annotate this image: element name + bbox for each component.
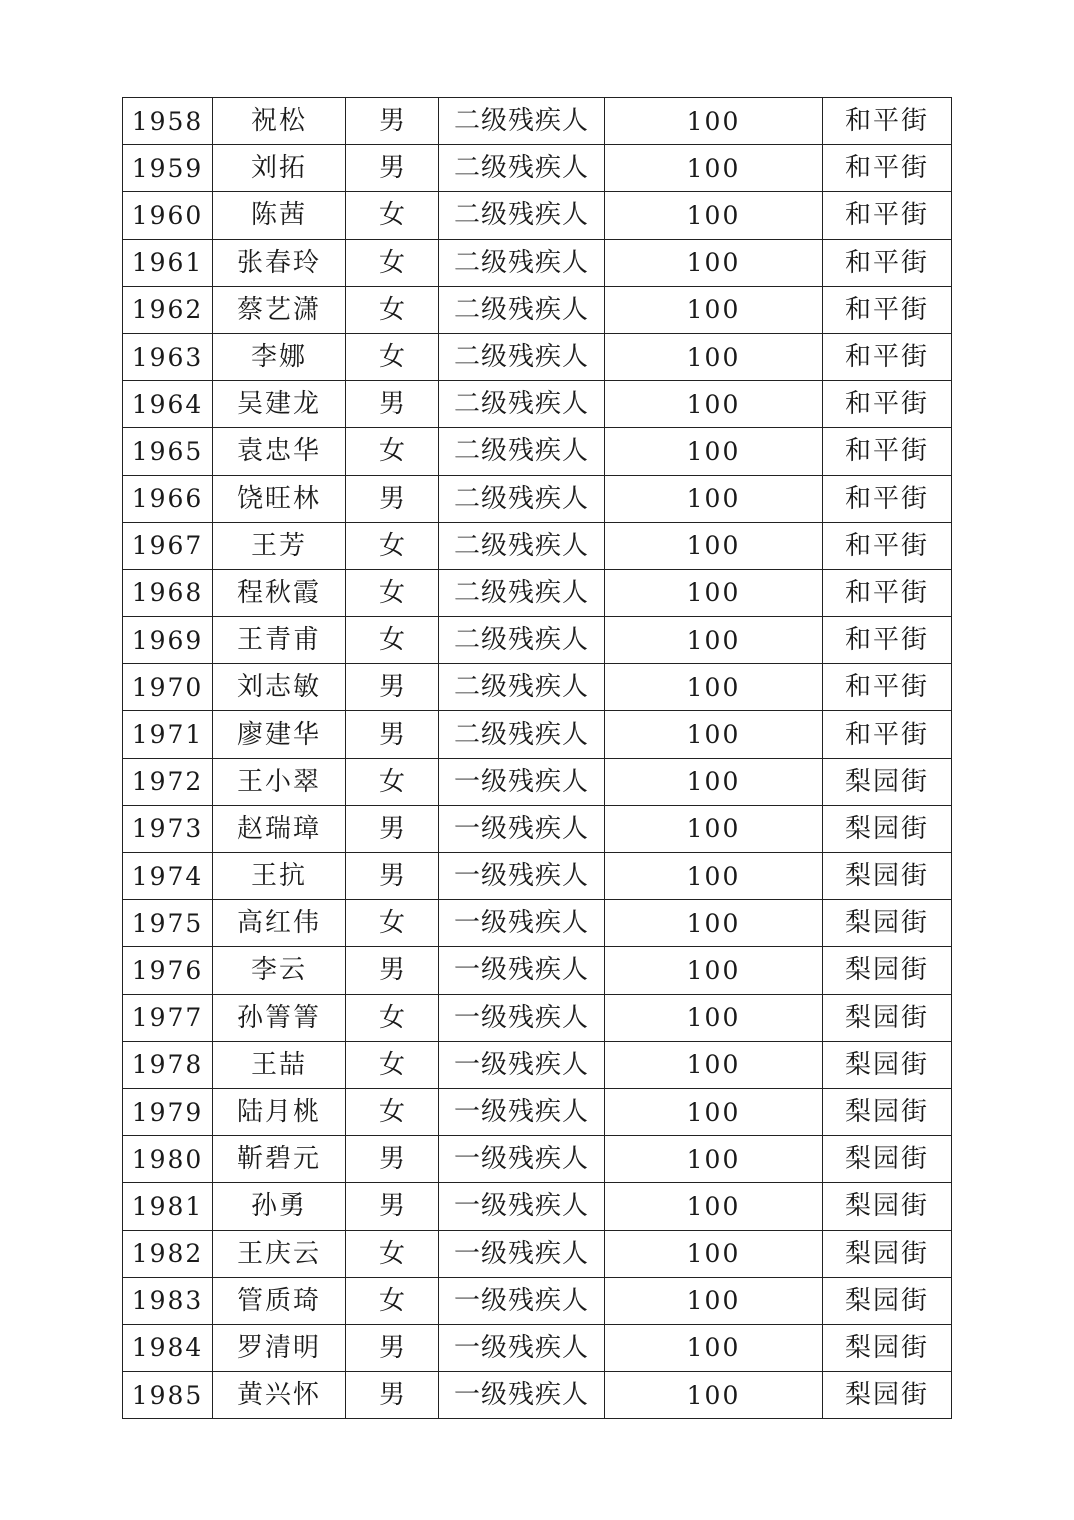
- table-row: [123, 805, 952, 852]
- cell-name: 高红伟: [213, 900, 346, 947]
- cell-name: 刘志敏: [213, 664, 346, 711]
- cell-name: 孙勇: [213, 1183, 346, 1230]
- table-row: [123, 1136, 952, 1183]
- cell-gender: 男: [346, 1324, 439, 1371]
- cell-gender: 女: [346, 617, 439, 664]
- cell-gender: 男: [346, 1136, 439, 1183]
- cell-gender: 女: [346, 900, 439, 947]
- cell-disability-level: 二级残疾人: [439, 98, 605, 145]
- cell-disability-level: 一级残疾人: [439, 1230, 605, 1277]
- cell-disability-level: 一级残疾人: [439, 1324, 605, 1371]
- cell-gender: 女: [346, 333, 439, 380]
- cell-amount: 100: [605, 1230, 823, 1277]
- cell-gender: 女: [346, 522, 439, 569]
- cell-number: 1974: [123, 853, 213, 900]
- table-row: [123, 98, 952, 145]
- cell-disability-level: 二级残疾人: [439, 381, 605, 428]
- cell-disability-level: 二级残疾人: [439, 239, 605, 286]
- cell-number: 1977: [123, 994, 213, 1041]
- cell-number: 1966: [123, 475, 213, 522]
- cell-street: 梨园街: [823, 900, 952, 947]
- cell-amount: 100: [605, 1324, 823, 1371]
- cell-disability-level: 二级残疾人: [439, 711, 605, 758]
- table-row: [123, 711, 952, 758]
- cell-gender: 男: [346, 853, 439, 900]
- cell-disability-level: 一级残疾人: [439, 1277, 605, 1324]
- table-row: [123, 333, 952, 380]
- cell-street: 和平街: [823, 428, 952, 475]
- cell-gender: 男: [346, 711, 439, 758]
- cell-name: 王喆: [213, 1041, 346, 1088]
- cell-street: 和平街: [823, 664, 952, 711]
- cell-number: 1970: [123, 664, 213, 711]
- cell-amount: 100: [605, 758, 823, 805]
- cell-amount: 100: [605, 1183, 823, 1230]
- cell-street: 梨园街: [823, 853, 952, 900]
- cell-name: 陆月桃: [213, 1088, 346, 1135]
- cell-street: 梨园街: [823, 1088, 952, 1135]
- table-row: [123, 900, 952, 947]
- cell-street: 梨园街: [823, 1136, 952, 1183]
- table-row: [123, 1041, 952, 1088]
- table-row: [123, 664, 952, 711]
- cell-gender: 女: [346, 239, 439, 286]
- cell-disability-level: 二级残疾人: [439, 192, 605, 239]
- cell-amount: 100: [605, 569, 823, 616]
- cell-number: 1959: [123, 145, 213, 192]
- cell-street: 和平街: [823, 239, 952, 286]
- cell-gender: 女: [346, 286, 439, 333]
- cell-number: 1983: [123, 1277, 213, 1324]
- cell-disability-level: 一级残疾人: [439, 900, 605, 947]
- cell-number: 1969: [123, 617, 213, 664]
- cell-name: 张春玲: [213, 239, 346, 286]
- table-row: [123, 569, 952, 616]
- table-row: [123, 947, 952, 994]
- cell-number: 1961: [123, 239, 213, 286]
- table-row: [123, 853, 952, 900]
- table-row: [123, 994, 952, 1041]
- cell-amount: 100: [605, 1088, 823, 1135]
- table-row: [123, 758, 952, 805]
- cell-gender: 女: [346, 994, 439, 1041]
- cell-street: 梨园街: [823, 805, 952, 852]
- cell-street: 和平街: [823, 286, 952, 333]
- cell-gender: 男: [346, 1183, 439, 1230]
- cell-disability-level: 二级残疾人: [439, 664, 605, 711]
- cell-name: 程秋霞: [213, 569, 346, 616]
- cell-disability-level: 二级残疾人: [439, 145, 605, 192]
- cell-street: 和平街: [823, 569, 952, 616]
- table-row: [123, 1372, 952, 1419]
- cell-number: 1972: [123, 758, 213, 805]
- cell-gender: 女: [346, 569, 439, 616]
- cell-gender: 女: [346, 428, 439, 475]
- cell-amount: 100: [605, 145, 823, 192]
- cell-street: 和平街: [823, 98, 952, 145]
- cell-disability-level: 一级残疾人: [439, 1136, 605, 1183]
- cell-number: 1971: [123, 711, 213, 758]
- cell-gender: 男: [346, 145, 439, 192]
- cell-name: 王青甫: [213, 617, 346, 664]
- cell-number: 1978: [123, 1041, 213, 1088]
- cell-street: 和平街: [823, 145, 952, 192]
- cell-name: 饶旺林: [213, 475, 346, 522]
- cell-disability-level: 一级残疾人: [439, 994, 605, 1041]
- cell-amount: 100: [605, 333, 823, 380]
- cell-amount: 100: [605, 1041, 823, 1088]
- cell-street: 和平街: [823, 522, 952, 569]
- cell-disability-level: 一级残疾人: [439, 947, 605, 994]
- cell-number: 1980: [123, 1136, 213, 1183]
- table-row: [123, 1183, 952, 1230]
- cell-number: 1975: [123, 900, 213, 947]
- table-row: [123, 1324, 952, 1371]
- cell-disability-level: 二级残疾人: [439, 428, 605, 475]
- cell-amount: 100: [605, 900, 823, 947]
- table-row: [123, 1230, 952, 1277]
- cell-amount: 100: [605, 664, 823, 711]
- cell-disability-level: 一级残疾人: [439, 1041, 605, 1088]
- cell-disability-level: 一级残疾人: [439, 1183, 605, 1230]
- cell-amount: 100: [605, 522, 823, 569]
- cell-street: 梨园街: [823, 1183, 952, 1230]
- cell-name: 刘拓: [213, 145, 346, 192]
- cell-name: 王小翠: [213, 758, 346, 805]
- cell-disability-level: 二级残疾人: [439, 286, 605, 333]
- cell-number: 1979: [123, 1088, 213, 1135]
- cell-gender: 女: [346, 758, 439, 805]
- cell-name: 孙箐箐: [213, 994, 346, 1041]
- cell-disability-level: 二级残疾人: [439, 569, 605, 616]
- cell-number: 1973: [123, 805, 213, 852]
- cell-number: 1981: [123, 1183, 213, 1230]
- cell-gender: 男: [346, 947, 439, 994]
- cell-amount: 100: [605, 428, 823, 475]
- cell-amount: 100: [605, 711, 823, 758]
- table-row: [123, 286, 952, 333]
- cell-street: 梨园街: [823, 1372, 952, 1419]
- table-row: [123, 475, 952, 522]
- cell-gender: 女: [346, 1088, 439, 1135]
- cell-gender: 男: [346, 475, 439, 522]
- cell-disability-level: 二级残疾人: [439, 617, 605, 664]
- cell-name: 李娜: [213, 333, 346, 380]
- cell-name: 黄兴怀: [213, 1372, 346, 1419]
- table-body: [123, 98, 952, 1419]
- cell-gender: 女: [346, 1230, 439, 1277]
- cell-amount: 100: [605, 475, 823, 522]
- cell-street: 梨园街: [823, 1041, 952, 1088]
- cell-name: 王芳: [213, 522, 346, 569]
- cell-street: 梨园街: [823, 1230, 952, 1277]
- cell-name: 陈茜: [213, 192, 346, 239]
- cell-disability-level: 一级残疾人: [439, 853, 605, 900]
- cell-name: 罗清明: [213, 1324, 346, 1371]
- cell-amount: 100: [605, 381, 823, 428]
- cell-street: 梨园街: [823, 1277, 952, 1324]
- cell-street: 和平街: [823, 381, 952, 428]
- cell-name: 靳碧元: [213, 1136, 346, 1183]
- cell-number: 1962: [123, 286, 213, 333]
- cell-gender: 男: [346, 805, 439, 852]
- table-row: [123, 428, 952, 475]
- cell-amount: 100: [605, 286, 823, 333]
- cell-street: 梨园街: [823, 758, 952, 805]
- cell-amount: 100: [605, 1372, 823, 1419]
- cell-street: 和平街: [823, 333, 952, 380]
- table-row: [123, 192, 952, 239]
- cell-amount: 100: [605, 192, 823, 239]
- cell-name: 吴建龙: [213, 381, 346, 428]
- cell-disability-level: 二级残疾人: [439, 475, 605, 522]
- cell-number: 1963: [123, 333, 213, 380]
- cell-number: 1960: [123, 192, 213, 239]
- cell-amount: 100: [605, 805, 823, 852]
- cell-gender: 女: [346, 192, 439, 239]
- cell-number: 1976: [123, 947, 213, 994]
- cell-street: 和平街: [823, 617, 952, 664]
- table-row: [123, 1277, 952, 1324]
- cell-gender: 女: [346, 1041, 439, 1088]
- cell-number: 1982: [123, 1230, 213, 1277]
- table-row: [123, 617, 952, 664]
- cell-number: 1985: [123, 1372, 213, 1419]
- cell-gender: 男: [346, 664, 439, 711]
- cell-amount: 100: [605, 994, 823, 1041]
- cell-disability-level: 一级残疾人: [439, 805, 605, 852]
- cell-street: 和平街: [823, 711, 952, 758]
- cell-street: 和平街: [823, 475, 952, 522]
- cell-number: 1984: [123, 1324, 213, 1371]
- cell-number: 1958: [123, 98, 213, 145]
- cell-name: 管质琦: [213, 1277, 346, 1324]
- table-row: [123, 145, 952, 192]
- cell-gender: 男: [346, 1372, 439, 1419]
- cell-amount: 100: [605, 98, 823, 145]
- cell-name: 廖建华: [213, 711, 346, 758]
- cell-street: 梨园街: [823, 947, 952, 994]
- table-row: [123, 522, 952, 569]
- table-row: [123, 239, 952, 286]
- cell-disability-level: 一级残疾人: [439, 758, 605, 805]
- cell-name: 祝松: [213, 98, 346, 145]
- cell-disability-level: 一级残疾人: [439, 1372, 605, 1419]
- table-row: [123, 1088, 952, 1135]
- cell-amount: 100: [605, 239, 823, 286]
- cell-number: 1967: [123, 522, 213, 569]
- cell-name: 王抗: [213, 853, 346, 900]
- cell-number: 1968: [123, 569, 213, 616]
- cell-name: 赵瑞璋: [213, 805, 346, 852]
- cell-amount: 100: [605, 1277, 823, 1324]
- cell-gender: 男: [346, 98, 439, 145]
- cell-amount: 100: [605, 1136, 823, 1183]
- cell-name: 袁忠华: [213, 428, 346, 475]
- cell-street: 梨园街: [823, 994, 952, 1041]
- cell-street: 梨园街: [823, 1324, 952, 1371]
- cell-disability-level: 二级残疾人: [439, 333, 605, 380]
- cell-number: 1965: [123, 428, 213, 475]
- cell-name: 蔡艺潇: [213, 286, 346, 333]
- recipient-table: [122, 97, 952, 1419]
- cell-amount: 100: [605, 617, 823, 664]
- cell-gender: 男: [346, 381, 439, 428]
- cell-amount: 100: [605, 947, 823, 994]
- cell-name: 王庆云: [213, 1230, 346, 1277]
- cell-disability-level: 二级残疾人: [439, 522, 605, 569]
- cell-gender: 女: [346, 1277, 439, 1324]
- cell-name: 李云: [213, 947, 346, 994]
- table-row: [123, 381, 952, 428]
- cell-amount: 100: [605, 853, 823, 900]
- cell-disability-level: 一级残疾人: [439, 1088, 605, 1135]
- cell-street: 和平街: [823, 192, 952, 239]
- cell-number: 1964: [123, 381, 213, 428]
